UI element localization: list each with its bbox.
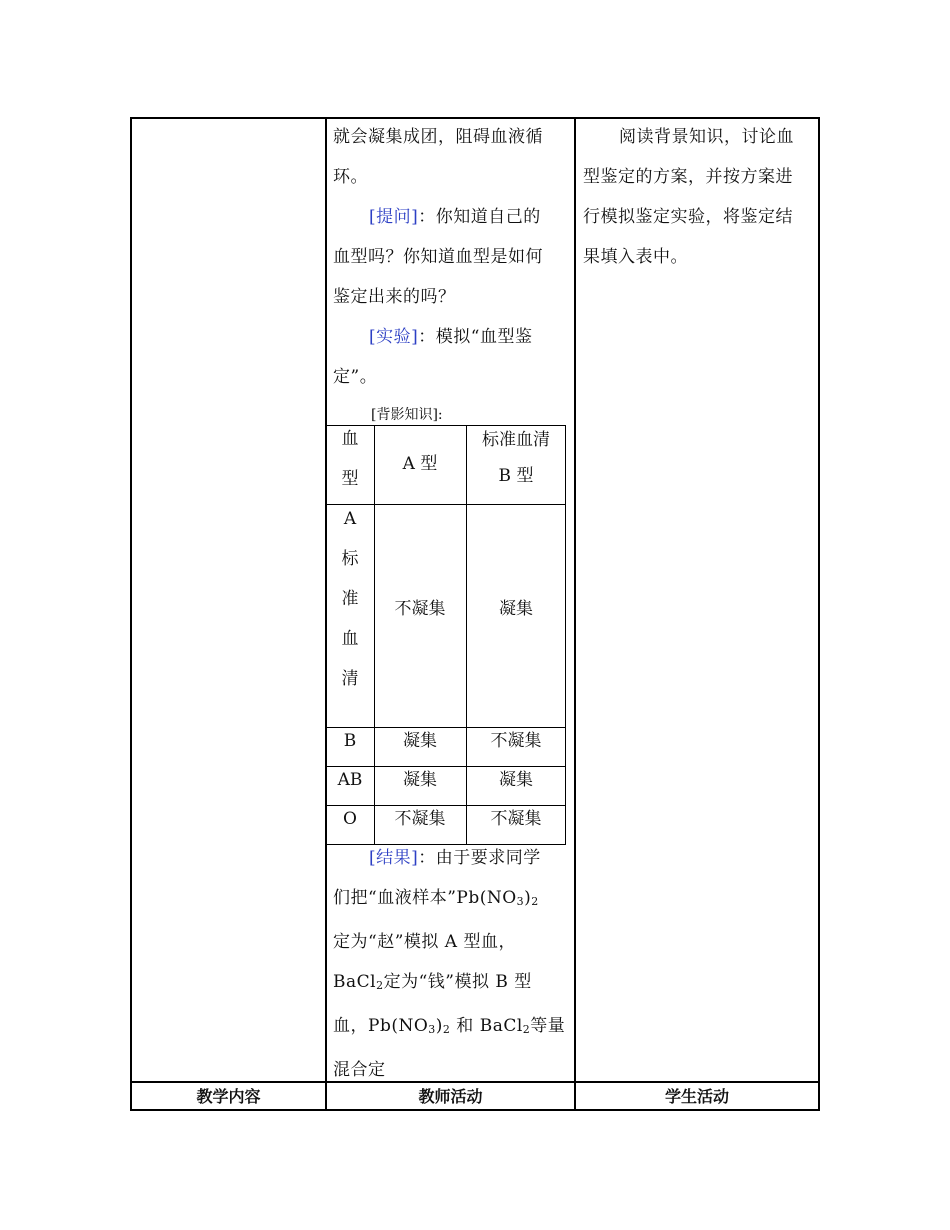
student-line-1: 阅读背景知识，讨论血 [619,127,794,147]
question-label: [提问] [369,207,419,227]
teacher-activity-column [333,117,569,433]
question-text-3: 鉴定出来的吗？ [333,287,456,307]
result-text-5a: 血，Pb(NO [333,1016,429,1036]
subscript-2b: 2 [376,979,384,992]
subscript-3b: 3 [428,1023,436,1036]
experiment-paragraph [333,317,569,357]
student-line-4: 果填入表中。 [583,247,688,267]
experiment-text-1: ：模拟“血型鉴 [418,327,533,347]
row-o-cell-a: 不凝集 [394,809,446,829]
question-text-2: 血型吗？你知道血型是如何 [333,247,543,267]
result-text-2b: ) [524,888,532,908]
result-line-4 [333,962,569,1006]
result-line-5 [333,1006,569,1050]
outer-right-border [818,117,820,1111]
subscript-3: 3 [516,895,525,908]
question-text-1: ：你知道自己的 [418,207,541,227]
row-ab-cell-b: 凝集 [499,770,533,790]
header-a-type: A 型 [402,454,438,474]
row-a-cell-a: 不凝集 [394,599,446,619]
row-a-label-3: 准 [341,589,359,609]
row-a-label-5: 清 [341,669,359,689]
result-text-5c: 和 BaCl [450,1016,523,1036]
header-blood-type-2: 型 [341,469,359,489]
result-section [333,838,569,1090]
header-teaching-content: 教学内容 [196,1087,261,1106]
header-b-type: B 型 [498,466,534,486]
result-text-1: ：由于要求同学 [418,848,541,868]
experiment-label: [实验] [369,327,419,347]
experiment-text-2: 定”。 [333,367,378,387]
result-text-4b: 定为“钱”模拟 B 型 [383,972,532,992]
row-b-label: B [343,731,357,751]
row-a-cell-b: 凝集 [499,599,533,619]
row-b-cell-b: 不凝集 [490,731,542,751]
result-text-5b: ) [435,1016,443,1036]
row-a-label-4: 血 [341,629,359,649]
question-paragraph [333,197,569,237]
result-text-4a: BaCl [333,972,377,992]
row-o-label: O [343,809,357,829]
student-line-2: 型鉴定的方案，并按方案进 [583,167,793,187]
background-knowledge-label: [背影知识]: [371,407,443,423]
row-o-cell-b: 不凝集 [490,809,542,829]
header-student-activity: 学生活动 [664,1087,729,1106]
row-ab-cell-a: 凝集 [403,770,437,790]
row-ab-label: AB [337,770,363,790]
result-line-2 [333,878,569,922]
outer-divider-2 [574,117,576,1111]
result-label: [结果] [369,848,419,868]
result-line-3: 定为“赵”模拟 A 型血， [333,932,516,952]
blood-type-table [326,425,566,845]
subscript-2c: 2 [442,1023,451,1036]
row-b-cell-a: 凝集 [403,731,437,751]
teacher-line-2: 环。 [333,167,368,187]
student-activity-column [583,117,813,277]
subscript-2d: 2 [522,1023,531,1036]
student-line-3: 行模拟鉴定实验，将鉴定结 [583,207,793,227]
header-standard-serum: 标准血清 [482,430,550,450]
row-a-label-2: 标 [341,549,359,569]
subscript-2: 2 [531,895,539,908]
outer-left-border [130,117,132,1111]
teacher-line-1: 就会凝集成团，阻碍血液循 [333,127,543,147]
result-text-2a: 们把“血液样本”Pb(NO [333,888,517,908]
result-line-6: 混合定 [333,1060,386,1080]
row-a-label-1: A [343,509,357,529]
result-text-5d: 等量 [530,1016,566,1036]
header-teacher-activity: 教师活动 [418,1087,483,1106]
header-blood-type-1: 血 [341,429,359,449]
result-paragraph [333,838,569,878]
